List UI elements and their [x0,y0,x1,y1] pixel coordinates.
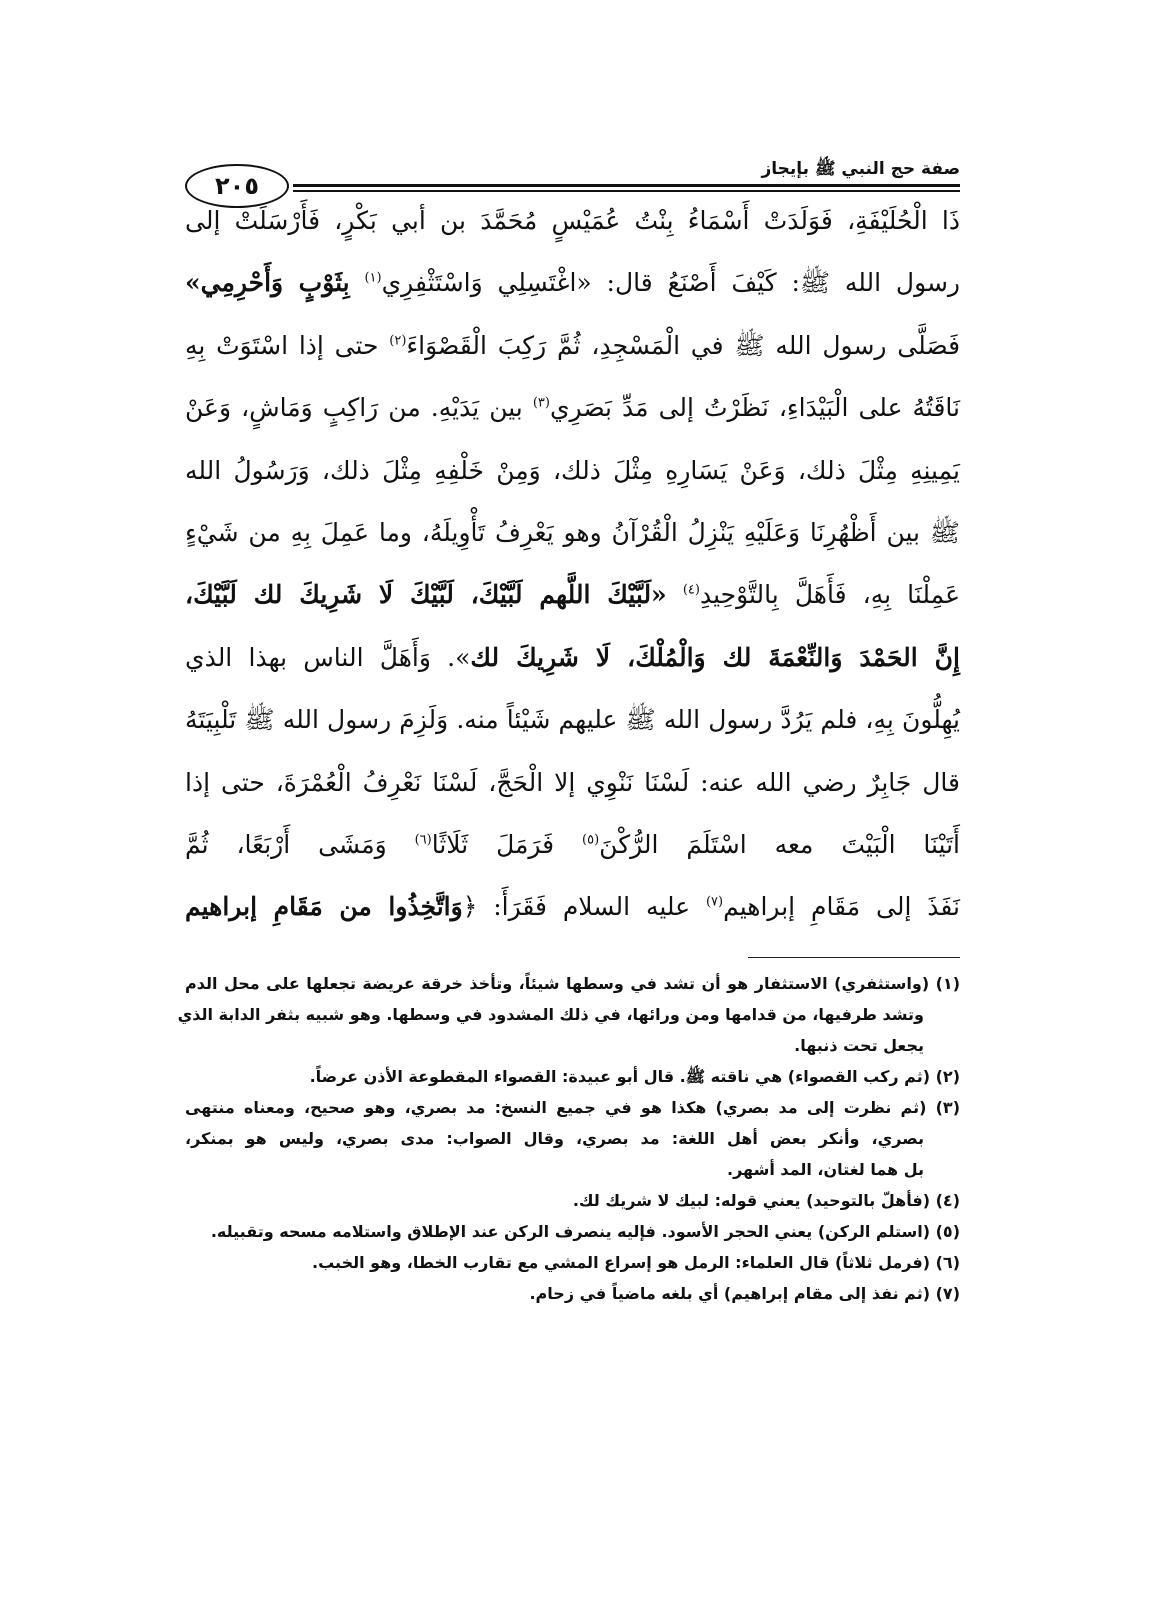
text-line [185,627,960,689]
line-text: ». وَأَهَلَّ الناس بهذا الذي [185,642,471,672]
footnotes [177,968,960,1309]
line-text: نَفَذَ إلى مَقَامِ إبراهيم [723,892,960,922]
line-text: ذَا الْحُلَيْفَةِ، فَوَلَدَتْ أَسْمَاءُ بِنْتُ عُمَيْسٍ مُحَمَّدَ بن أبي بَكْرٍ، فَأَرْسَلَتْ إلى [185,206,960,235]
line-text: حتى إذا اسْتَوَتْ بِهِ [185,330,379,360]
main-text [185,190,960,939]
footnote-line: (٧) (ثم نفذ إلى مقام إبراهيم) أي بلغه ماضياً في زحام. [529,1284,960,1303]
text-line [185,814,960,876]
line-text: عَمِلْنَا بِهِ، فَأَهَلَّ بِالتَّوْحِيدِ [699,580,960,610]
text-line [185,440,960,502]
text-line [185,564,960,626]
footnote-ref-5[interactable]: (٥) [582,832,600,848]
line-text: رسول الله ﷺ: كَيْفَ أَصْنَعُ قال: «اغْتَسِلِي وَاسْتَثْفِرِي [381,268,961,298]
talbiyah-bold: إِنَّ الحَمْدَ وَالنِّعْمَةَ لك وَالْمُلْكَ، لَا شَرِيكَ لك [470,642,960,672]
footnote-5 [185,1216,960,1247]
text-line [185,502,960,564]
line-text: وَمَشَى أَرْبَعًا، ثُمَّ [185,829,387,859]
footnote-line: (٥) (استلم الركن) يعني الحجر الأسود. فإليه ينصرف الركن عند الإطلاق واستلامه مسحه وتقبيله. [210,1222,960,1241]
talbiyah-bold: «لَبَّيْكَ اللَّهم لَبَّيْكَ، لَبَّيْكَ لَا شَرِيكَ لك لَبَّيْكَ، [185,580,667,610]
footnote-line: (٣) (ثم نظرت إلى مد بصري) هكذا هو في جميع النسخ: مد بصري، وهو صحيح، ومعناه منتهى [185,1098,960,1117]
footnote-6 [185,1247,960,1278]
footnote-ref-7[interactable]: (٧) [705,894,724,910]
footnote-line: (١) (واستثفري) الاستثفار هو أن تشد في وسطها شيئاً، وتأخذ خرقة عريضة تجعلها على محل الدم [185,974,960,993]
footnote-2 [185,1061,960,1092]
text-line [185,252,960,314]
footnote-4 [185,1185,960,1216]
line-text: فَصَلَّى رسول الله ﷺ في الْمَسْجِدِ، ثُمَّ رَكِبَ الْقَصْوَاءَ [406,330,961,360]
footnote-line: (٤) (فأهلّ بالتوحيد) يعني قوله: لبيك لا شريك لك. [572,1191,960,1210]
footnote-line: (٢) (ثم ركب القصواء) هي ناقته ﷺ. قال أبو عبيدة: القصواء المقطوعة الأذن عرضاً. [309,1067,960,1086]
page-number: ٢٠٥ [215,172,259,200]
hadith-quote-bold: بِثَوْبٍ وَأَحْرِمِي» [185,268,350,298]
footnote-7 [185,1278,960,1309]
footnote-line: بصري، وأنكر بعض أهل اللغة: مد بصري، وقال الصواب: مدى بصري، وليس هو بمنكر، [185,1129,924,1148]
line-text: يُهِلُّونَ بِهِ، فلم يَرُدَّ رسول الله ﷺ عليهم شَيْئاً منه. وَلَزِمَ رسول الله ﷺ تَلْبِيَتَهُ [185,705,960,735]
text-line [185,315,960,377]
footnote-ref-6[interactable]: (٦) [414,832,432,848]
line-text: ﷺ بين أَظْهُرِنَا وَعَلَيْهِ يَنْزِلُ الْقُرْآنُ وهو يَعْرِفُ تَأْوِيلَهُ، وما عَمِلَ بِهِ من شَيْءٍ [185,517,960,547]
footnote-ref-4[interactable]: (٤) [682,583,700,599]
line-text: عليه السلام فَقَرَأَ: ﴿ [462,892,691,922]
line-text: يَمِينِهِ مِثْلَ ذلك، وَعَنْ يَسَارِهِ مِثْلَ ذلك، وَمِنْ خَلْفِهِ مِثْلَ ذلك، وَرَسُولُ الله [185,455,960,485]
footnote-ref-3[interactable]: (٣) [532,395,550,411]
footnote-line: بل هما لغتان، المد أشهر. [727,1160,924,1179]
footnote-ref-2[interactable]: (٢) [389,333,407,349]
line-text: قال جَابِرٌ رضي الله عنه: لَسْنَا نَنْوِي إلا الْحَجَّ، لَسْنَا نَعْرِفُ الْعُمْرَةَ، حتى إذا [185,767,960,797]
footnote-ref-1[interactable]: (١) [364,271,382,287]
footnote-1 [177,968,960,1061]
text-line [185,377,960,439]
line-text: فَرَمَلَ ثَلَاثًا [431,829,555,859]
running-title: صفة حج النبي ﷺ بإيجاز [761,159,960,179]
footnote-line: يجعل تحت ذنبها. [794,1036,924,1055]
footnote-line: (٦) (فرمل ثلاثاً) قال العلماء: الرمل هو إسراع المشي مع تقارب الخطا، وهو الخبب. [312,1253,960,1272]
footnote-line: وتشد طرفيها، من قدامها ومن ورائها، في ذلك المشدود في وسطها. وهو شبيه بثفر الدابة الذي [177,1005,924,1024]
text-line [185,752,960,814]
footnote-separator [748,957,960,958]
text-line [185,190,960,252]
book-page [177,150,961,1303]
line-text: نَاقَتُهُ على الْبَيْدَاءِ، نَظَرْتُ إلى مَدِّ بَصَرِي [549,393,961,423]
line-text: أَتَيْنَا الْبَيْتَ معه اسْتَلَمَ الرُّكْنَ [599,829,961,859]
line-text: بين يَدَيْهِ. من رَاكِبٍ وَمَاشٍ، وَعَنْ [185,393,523,423]
footnote-3 [185,1092,960,1185]
text-line [185,689,960,751]
quran-verse-bold: وَاتَّخِذُوا من مَقَامِ إبراهيم [185,892,463,922]
text-line [185,876,960,938]
